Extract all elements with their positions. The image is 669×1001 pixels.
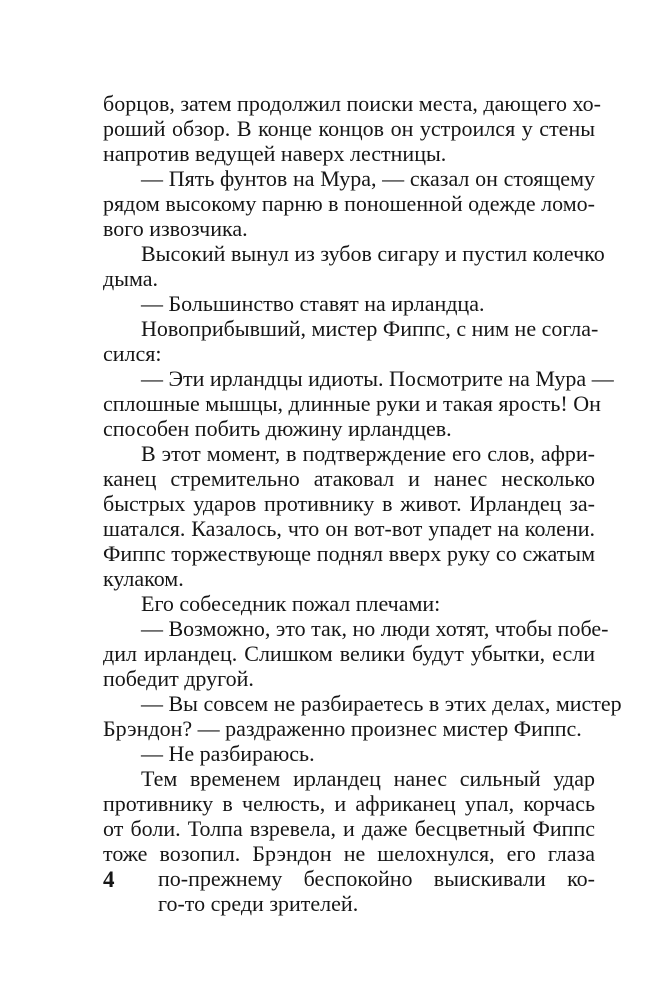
page-number: 4 — [103, 867, 115, 892]
text-line: — Вы совсем не разбираетесь в этих делах, мистер — [141, 691, 622, 716]
text-line: вого извозчика. — [103, 216, 248, 241]
text-line: противнику в челюсть, и африканец упал, корчась — [103, 791, 595, 816]
text-line: тоже возопил. Брэндон не шелохнулся, его глаза — [103, 841, 595, 866]
text-line: шатался. Казалось, что он вот-вот упадет на колени. — [103, 516, 595, 541]
text-line: дил ирландец. Слишком велики будут убытки, если — [103, 641, 595, 666]
text-line: кулаком. — [103, 566, 184, 591]
text-line: по-прежнему беспокойно выискивали ко- — [158, 866, 595, 891]
text-line: сплошные мышцы, длинные руки и такая ярость! Он — [103, 391, 601, 416]
text-line: способен побить дюжину ирландцев. — [103, 416, 452, 441]
text-line: Его собеседник пожал плечами: — [141, 591, 441, 616]
text-line: роший обзор. В конце концов он устроился у стены — [103, 116, 595, 141]
text-line: — Большинство ставят на ирландца. — [141, 291, 485, 316]
text-line: В этот момент, в подтверждение его слов, афри- — [141, 441, 595, 466]
text-line: канец стремительно атаковал и нанес несколько — [103, 466, 595, 491]
text-line: дыма. — [103, 266, 159, 291]
text-line: Высокий вынул из зубов сигару и пустил колечко — [141, 241, 605, 266]
text-line: — Возможно, это так, но люди хотят, чтобы побе- — [141, 616, 609, 641]
text-line: — Эти ирландцы идиоты. Посмотрите на Мура — — [141, 366, 614, 391]
text-line: Новоприбывший, мистер Фиппс, с ним не согла- — [141, 316, 599, 341]
text-line: — Пять фунтов на Мура, — сказал он стоящему — [141, 166, 595, 191]
text-line: борцов, затем продолжил поиски места, дающего хо- — [103, 91, 601, 116]
text-line: быстрых ударов противнику в живот. Ирландец за- — [103, 491, 595, 516]
text-line: Тем временем ирландец нанес сильный удар — [141, 766, 595, 791]
text-line: Фиппс торжествующе поднял вверх руку со сжатым — [103, 541, 595, 566]
text-line: го-то среди зрителей. — [158, 891, 359, 916]
text-line: рядом высокому парню в поношенной одежде ломо- — [103, 191, 595, 216]
text-line: сился: — [103, 341, 162, 366]
text-line: Брэндон? — раздраженно произнес мистер Фиппс. — [103, 716, 582, 741]
text-line: — Не разбираюсь. — [141, 741, 315, 766]
text-line: победит другой. — [103, 666, 254, 691]
text-line: напротив ведущей наверх лестницы. — [103, 141, 447, 166]
text-line: от боли. Толпа взревела, и даже бесцветный Фиппс — [103, 816, 595, 841]
